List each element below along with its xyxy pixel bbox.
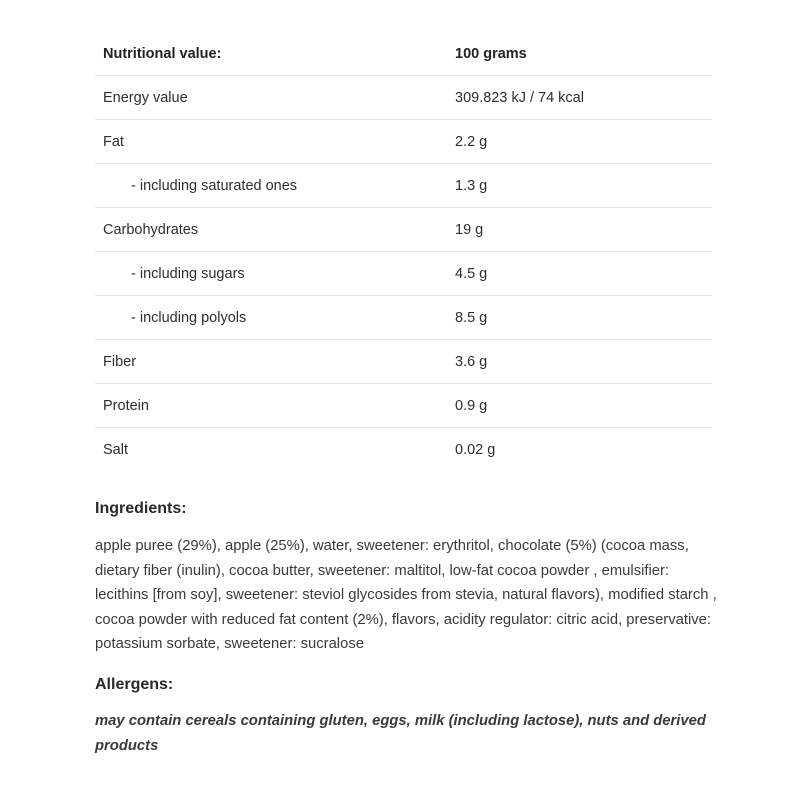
- table-row: [95, 340, 712, 384]
- allergens-section: [95, 676, 720, 758]
- row-label: Fat: [103, 133, 124, 150]
- row-value: 8.5 g: [455, 309, 488, 326]
- ingredients-text: apple puree (29%), apple (25%), water, sweetener: erythritol, chocolate (5%) (cocoa mass, dietary fiber (inulin), cocoa butter, sweetener: maltitol, low-fat cocoa powder , emulsifier: lecithins [from soy], sweetener: steviol glycosides from stevia, natural flavors), modified starch , cocoa powder with reduced fat content (2%), flavors, acidity regulator: citric acid, preservative: potassium sorbate, sweetener: sucralose: [95, 538, 717, 652]
- table-row: [95, 76, 712, 120]
- ingredients-heading: Ingredients:: [95, 500, 187, 517]
- row-value: 3.6 g: [455, 353, 488, 370]
- row-label: - including saturated ones: [131, 177, 298, 194]
- nutrition-table-header: [95, 32, 712, 76]
- ingredients-section: [95, 500, 720, 657]
- table-row: [95, 428, 712, 471]
- nutrition-table: [95, 32, 712, 471]
- row-label: Fiber: [103, 353, 137, 370]
- row-value: 2.2 g: [455, 133, 488, 150]
- table-row: [95, 296, 712, 340]
- row-value: 19 g: [455, 221, 484, 238]
- row-label: Energy value: [103, 89, 188, 106]
- row-label: - including polyols: [131, 309, 247, 326]
- allergens-heading: Allergens:: [95, 676, 174, 693]
- header-label: Nutritional value:: [103, 45, 222, 62]
- table-row: [95, 120, 712, 164]
- row-label: - including sugars: [131, 265, 245, 282]
- row-label: Salt: [103, 441, 128, 458]
- table-row: [95, 384, 712, 428]
- table-row: [95, 208, 712, 252]
- table-row: [95, 252, 712, 296]
- row-value: 0.02 g: [455, 441, 496, 458]
- row-label: Carbohydrates: [103, 221, 199, 238]
- row-value: 309.823 kJ / 74 kcal: [455, 89, 584, 106]
- row-value: 1.3 g: [455, 177, 488, 194]
- row-value: 4.5 g: [455, 265, 488, 282]
- table-row: [95, 164, 712, 208]
- row-value: 0.9 g: [455, 397, 488, 414]
- allergens-text: may contain cereals containing gluten, eggs, milk (including lactose), nuts and derived products: [95, 713, 706, 754]
- header-value: 100 grams: [455, 45, 527, 62]
- row-label: Protein: [103, 397, 149, 414]
